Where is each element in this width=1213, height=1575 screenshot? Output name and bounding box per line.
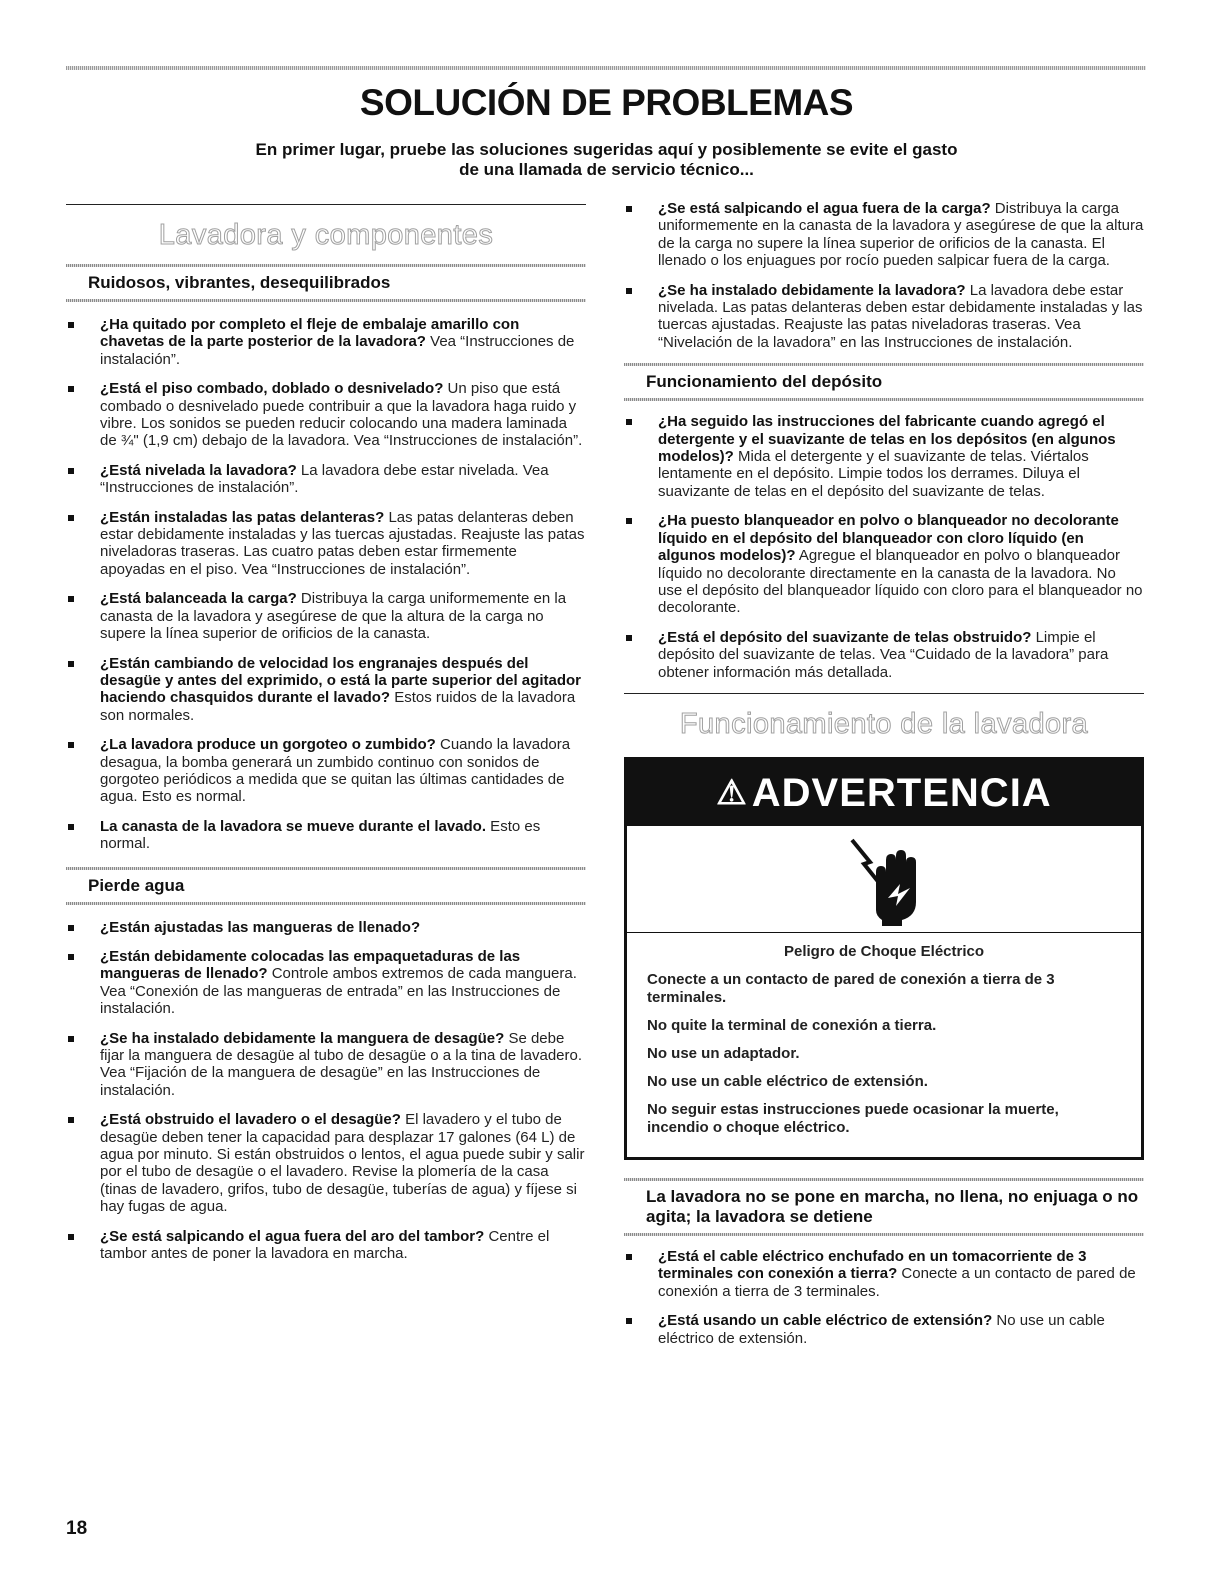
- list-item: ¿Están instaladas las patas delanteras? Las patas delanteras deben estar debidamente instaladas y las tuercas ajustadas. Reajuste las patas niveladoras traseras. Las cuatro patas deben estar firmemente apoyadas en el piso. Vea “Instrucciones de instalación”.: [66, 509, 586, 579]
- list-item: ¿Está el cable eléctrico enchufado en un tomacorriente de 3 terminales con conexión a tierra? Conecte a un contacto de pared de conexión a tierra de 3 terminales.: [624, 1248, 1144, 1300]
- subtitle-line-1: En primer lugar, pruebe las soluciones sugeridas aquí y posiblemente se evite el gasto: [255, 140, 958, 159]
- page-title: SOLUCIÓN DE PROBLEMAS: [359, 82, 854, 123]
- section-rule: [66, 204, 586, 205]
- list-item: ¿Está el piso combado, doblado o desnivelado? Un piso que está combado o desnivelado puede contribuir a que la lavadora haga ruido y vibre. Los sonidos se pueden reducir colocando una madera laminada de ¾" (1,9 cm) debajo de la lavadora. Vea “Instrucciones de instalación”.: [66, 380, 586, 450]
- list-item: ¿Ha puesto blanqueador en polvo o blanqueador no decolorante líquido en el depósito del blanqueador con cloro líquido (en algunos modelos)? Agregue el blanqueador en polvo o blanqueador líquido no decolorante directamente en la canasta de la lavadora. No use el depósito del blanqueador líquido con cloro para el blanqueador no decolorante.: [624, 512, 1144, 616]
- dotted-rule: [624, 363, 1144, 366]
- dotted-rule: [624, 1233, 1144, 1236]
- heading-dispenser: Funcionamiento del depósito: [646, 372, 883, 392]
- dotted-rule: [624, 1178, 1144, 1181]
- dotted-rule: [624, 398, 1144, 401]
- list-item: ¿Se está salpicando el agua fuera del aro del tambor? Centre el tambor antes de poner la lavadora en marcha.: [66, 1228, 586, 1263]
- electric-shock-hand-icon: [627, 826, 1141, 932]
- heading-start: La lavadora no se pone en marcha, no llena, no enjuaga o no agita; la lavadora se detiene: [646, 1186, 1139, 1226]
- list-item: ¿Se está salpicando el agua fuera de la carga? Distribuya la carga uniformemente en la canasta de la lavadora y asegúrese de que la altura de la carga no supere la línea superior de orificios de la canasta. El llenado o los enjuagues por rocío pueden salpicar fuera de la carga.: [624, 200, 1144, 270]
- subtitle-line-2: de una llamada de servicio técnico...: [459, 160, 754, 179]
- leak-list: [66, 919, 586, 1263]
- list-item: ¿Están cambiando de velocidad los engranajes después del desagüe y antes del exprimido, o está la parte superior del agitador haciendo chasquidos durante el lavado? Estos ruidos de la lavadora son normales.: [66, 655, 586, 725]
- start-list: [624, 1248, 1144, 1347]
- list-item: ¿Está el depósito del suavizante de telas obstruido? Limpie el depósito del suavizante de telas. Vea “Cuidado de la lavadora” para obtener información más detallada.: [624, 629, 1144, 681]
- section-title-washer: Lavadora y componentes: [158, 219, 494, 251]
- right-column: [624, 200, 1144, 1359]
- top-rule: [66, 66, 1146, 70]
- dotted-rule: [66, 867, 586, 870]
- warning-line: No use un adaptador.: [647, 1044, 800, 1062]
- list-item: ¿Está usando un cable eléctrico de extensión? No use un cable eléctrico de extensión.: [624, 1312, 1144, 1347]
- list-item: ¿Está balanceada la carga? Distribuya la carga uniformemente en la canasta de la lavadora y asegúrese de que la altura de la carga no supere la línea superior de orificios de la canasta.: [66, 590, 586, 642]
- list-item: ¿Está obstruido el lavadero o el desagüe? El lavadero y el tubo de desagüe deben tener la capacidad para desplazar 17 galones (64 L) de agua por minuto. Si están obstruidos o lentos, el agua puede subir y salir por el tubo de desagüe o el lavadero. Revise la plomería de la casa (tinas de lavadero, grifos, tubo de desagüe, tuberías de agua) y fíjese si hay fugas de agua.: [66, 1111, 586, 1215]
- dotted-rule: [66, 299, 586, 302]
- list-item: ¿Se ha instalado debidamente la manguera de desagüe? Se debe fijar la manguera de desagüe al tubo de desagüe o a la tina de lavadero. Vea “Fijación de la manguera de desagüe” en las Instrucciones de instalación.: [66, 1030, 586, 1100]
- heading-leak: Pierde agua: [88, 875, 185, 895]
- warning-box: [624, 757, 1144, 1160]
- list-item: ¿La lavadora produce un gorgoteo o zumbido? Cuando la lavadora desagua, la bomba generará un zumbido continuo con sonidos de gorgoteo periódicos a medida que se quitan las últimas cantidades de agua. Esto es normal.: [66, 736, 586, 806]
- list-item: ¿Están debidamente colocadas las empaquetaduras de las mangueras de llenado? Controle ambos extremos de cada manguera. Vea “Conexión de las mangueras de entrada” en las Instrucciones de instalación.: [66, 948, 586, 1018]
- dispenser-list: [624, 413, 1144, 681]
- list-item: ¿Ha seguido las instrucciones del fabricante cuando agregó el detergente y el suavizante de telas en los depósitos (en algunos modelos)? Mida el detergente y el suavizante de telas. Viértalos lentamente en el depósito. Limpie todos los derrames. Diluya el suavizante de telas en el depósito del suavizante de telas.: [624, 413, 1144, 500]
- page-subtitle: [180, 140, 1033, 180]
- warning-label: ADVERTENCIA: [751, 770, 1052, 815]
- list-item: ¿Ha quitado por completo el fleje de embalaje amarillo con chavetas de la parte posterior de la lavadora? Vea “Instrucciones de instalación”.: [66, 316, 586, 368]
- warning-line: No use un cable eléctrico de extensión.: [647, 1072, 928, 1090]
- noise-list: [66, 316, 586, 853]
- list-item: ¿Están ajustadas las mangueras de llenado?: [66, 919, 586, 936]
- section-rule: [624, 693, 1144, 694]
- warning-line: No seguir estas instrucciones puede ocasionar la muerte, incendio o choque eléctrico.: [647, 1100, 1059, 1136]
- heading-noise: Ruidosos, vibrantes, desequilibrados: [88, 273, 391, 292]
- section-title-operation: Funcionamiento de la lavadora: [679, 707, 1089, 740]
- list-item: ¿Se ha instalado debidamente la lavadora? La lavadora debe estar nivelada. Las patas delanteras deben estar debidamente instaladas y las tuercas ajustadas. Reajuste las patas niveladoras traseras. Vea “Nivelación de la lavadora” en las Instrucciones de instalación.: [624, 282, 1144, 352]
- warning-body: [627, 933, 1141, 1157]
- hazard-title: Peligro de Choque Eléctrico: [783, 942, 985, 960]
- left-column: [66, 200, 586, 1274]
- warning-header: [627, 760, 1141, 826]
- warning-line: Conecte a un contacto de pared de conexión a tierra de 3 terminales.: [647, 970, 1055, 1006]
- warning-line: No quite la terminal de conexión a tierra.: [647, 1016, 937, 1034]
- right-top-list: [624, 200, 1144, 351]
- dotted-rule: [66, 264, 586, 267]
- dotted-rule: [66, 902, 586, 905]
- warning-triangle-icon: ⚠: [716, 773, 748, 812]
- page-number: 18: [66, 1518, 88, 1539]
- list-item: La canasta de la lavadora se mueve durante el lavado. Esto es normal.: [66, 818, 586, 853]
- list-item: ¿Está nivelada la lavadora? La lavadora debe estar nivelada. Vea “Instrucciones de instalación”.: [66, 462, 586, 497]
